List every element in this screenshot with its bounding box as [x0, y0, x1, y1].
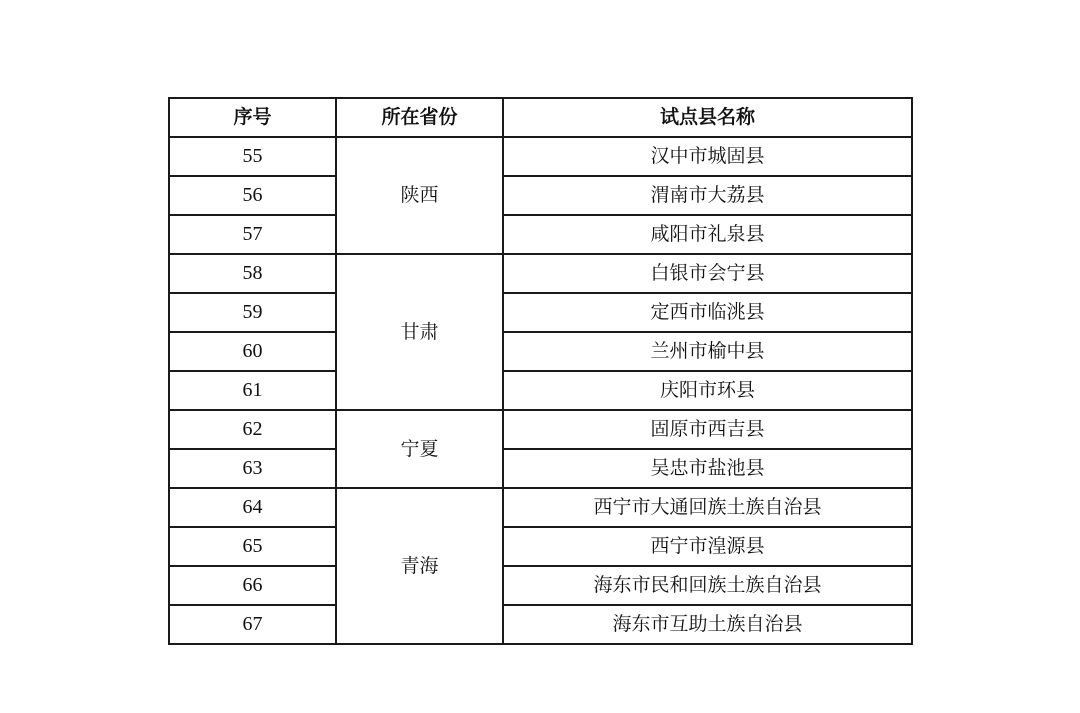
table-row	[169, 488, 912, 527]
county-cell: 白银市会宁县	[503, 254, 912, 293]
province-cell: 青海	[336, 488, 503, 644]
county-cell: 海东市民和回族土族自治县	[503, 566, 912, 605]
province-cell: 陕西	[336, 137, 503, 254]
province-cell: 宁夏	[336, 410, 503, 488]
table-row	[169, 293, 912, 332]
document-page	[168, 97, 913, 645]
header-index: 序号	[169, 98, 336, 137]
county-cell: 渭南市大荔县	[503, 176, 912, 215]
county-cell: 西宁市湟源县	[503, 527, 912, 566]
county-cell: 兰州市榆中县	[503, 332, 912, 371]
table-row	[169, 254, 912, 293]
county-cell: 咸阳市礼泉县	[503, 215, 912, 254]
table-row	[169, 215, 912, 254]
county-cell: 庆阳市环县	[503, 371, 912, 410]
county-cell: 西宁市大通回族土族自治县	[503, 488, 912, 527]
table-row	[169, 176, 912, 215]
province-cell: 甘肃	[336, 254, 503, 410]
table-row	[169, 449, 912, 488]
row-index: 63	[169, 449, 336, 488]
table-row	[169, 527, 912, 566]
table-row	[169, 605, 912, 644]
county-cell: 海东市互助土族自治县	[503, 605, 912, 644]
row-index: 57	[169, 215, 336, 254]
pilot-county-table	[168, 97, 913, 645]
table-header-row	[169, 98, 912, 137]
row-index: 60	[169, 332, 336, 371]
row-index: 62	[169, 410, 336, 449]
table-row	[169, 137, 912, 176]
row-index: 67	[169, 605, 336, 644]
county-cell: 汉中市城固县	[503, 137, 912, 176]
row-index: 55	[169, 137, 336, 176]
row-index: 56	[169, 176, 336, 215]
header-province: 所在省份	[336, 98, 503, 137]
county-cell: 吴忠市盐池县	[503, 449, 912, 488]
header-county: 试点县名称	[503, 98, 912, 137]
table-row	[169, 371, 912, 410]
county-cell: 固原市西吉县	[503, 410, 912, 449]
county-cell: 定西市临洮县	[503, 293, 912, 332]
table-row	[169, 566, 912, 605]
row-index: 65	[169, 527, 336, 566]
row-index: 64	[169, 488, 336, 527]
row-index: 59	[169, 293, 336, 332]
table-row	[169, 332, 912, 371]
table-row	[169, 410, 912, 449]
row-index: 61	[169, 371, 336, 410]
row-index: 66	[169, 566, 336, 605]
row-index: 58	[169, 254, 336, 293]
